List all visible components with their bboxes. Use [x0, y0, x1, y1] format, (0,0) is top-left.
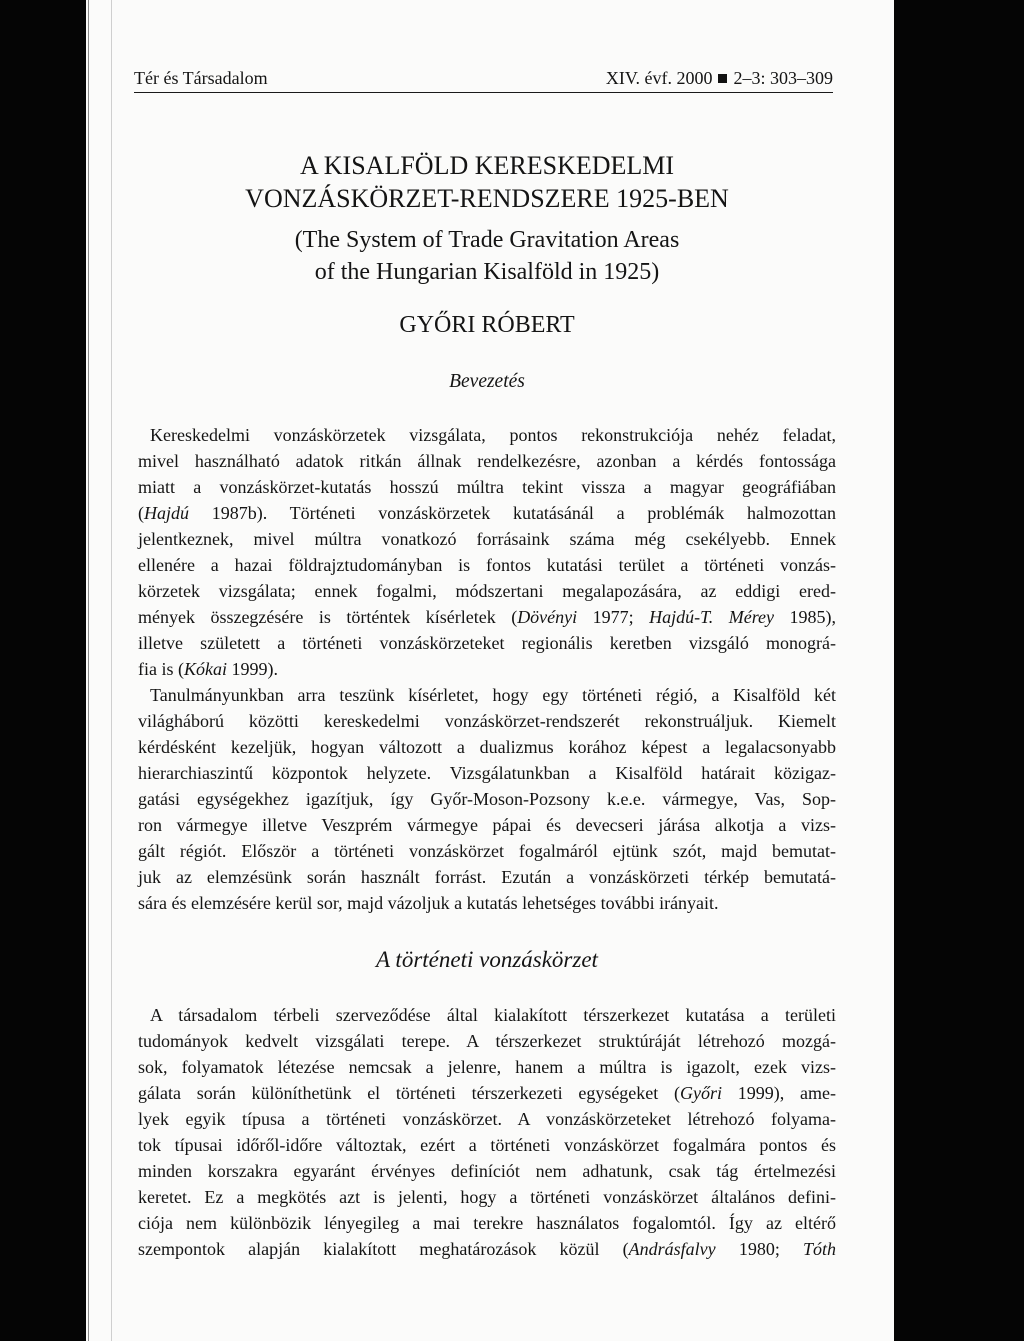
text-line: sára és elemzésére kerül sor, majd vázoljuk a kutatás lehetséges további irányait. [138, 893, 719, 913]
citation-author: Dövényi [517, 607, 578, 627]
issue-info [606, 64, 833, 92]
text-line: gált régiót. Először a történeti vonzáskörzet fogalmáról ejtünk szót, majd bemutat- [138, 841, 836, 861]
page-range: 2–3: 303–309 [733, 68, 833, 88]
citation-author: Hajdú-T. Mérey [649, 607, 775, 627]
square-bullet-icon [718, 74, 727, 83]
paragraph [138, 1002, 836, 1262]
text-line: Tanulmányunkban arra teszünk kísérletet, hogy egy történeti régió, a Kisalföld két [150, 685, 836, 705]
text-line: világháború közötti kereskedelmi vonzáskörzet-rendszerét rekonstruáljuk. Kiemelt [138, 711, 836, 731]
paragraph [138, 422, 836, 682]
text-line: mivel használható adatok ritkán állnak rendelkezésre, azonban a kérdés fontossága [138, 451, 836, 471]
section-heading-introduction: Bevezetés [449, 371, 525, 392]
running-head [134, 64, 833, 93]
text-line: mények összegzésére is történtek kísérletek (Dövényi 1977; Hajdú-T. Mérey 1985), [138, 607, 836, 627]
citation-author: Andrásfalvy [628, 1239, 716, 1259]
text-line: hierarchiaszintű központok helyzete. Vizsgálatunkban a Kisalföld határait közigaz- [138, 763, 836, 783]
text-line: szempontok alapján kialakított meghatározások közül (Andrásfalvy 1980; Tóth [138, 1239, 836, 1259]
article-subtitle-line-1: (The System of Trade Gravitation Areas [294, 227, 680, 253]
scan-edge [111, 0, 112, 1341]
text-line: ciója nem különbözik lényegileg a mai terekre használatos fogalomtól. Így az eltérő [138, 1213, 836, 1233]
text-line: ellenére a hazai földrajztudományban is fontos kutatási terület a történeti vonzás- [138, 555, 836, 575]
journal-name: Tér és Társadalom [134, 68, 268, 88]
section-heading-historical-catchment: A történeti vonzáskörzet [376, 947, 598, 972]
text-line: Kereskedelmi vonzáskörzetek vizsgálata, pontos rekonstrukciója nehéz feladat, [150, 425, 836, 445]
text-line: keretet. Ez a megkötés azt is jelenti, hogy a történeti vonzáskörzet általános defini- [138, 1187, 836, 1207]
section-body-introduction [138, 422, 836, 916]
paragraph [138, 682, 836, 916]
scan-edge [88, 0, 89, 1341]
citation-author: Győri [680, 1083, 723, 1103]
section-body-historical-catchment [138, 1002, 836, 1262]
text-line: ron vármegye illetve Veszprém vármegye pápai és devecseri járása alkotja a vizs- [138, 815, 836, 835]
text-line: illetve született a történeti vonzáskörzeteket regionális keretben vizsgáló monográ- [138, 633, 836, 653]
text-line: (Hajdú 1987b). Történeti vonzáskörzetek kutatásánál a problémák halmozottan [138, 503, 836, 523]
text-line: tok típusai időről-időre változtak, ezért a történeti vonzáskörzet fogalmára pontos és [138, 1135, 836, 1155]
text-line: lyek egyik típusa a történeti vonzáskörzet. A vonzáskörzeteket létrehozó folyama- [138, 1109, 836, 1129]
text-line: sok, folyamatok létezése nemcsak a jelenre, hanem a múltra is igazolt, ezek vizs- [138, 1057, 836, 1077]
text-line: gálata során különíthetünk el történeti térszerkezeti egységeket (Győri 1999), ame- [138, 1083, 837, 1103]
text-line: juk az elemzésünk során használt forrást. Ezután a vonzáskörzeti térkép bemutatá- [138, 867, 836, 887]
text-line: gatási egységekhez igazítjuk, így Győr-Moson-Pozsony k.e.e. vármegye, Vas, Sop- [138, 789, 836, 809]
text-line: körzetek vizsgálata; ennek fogalmi, módszertani megalapozására, az eddigi ered- [138, 581, 836, 601]
text-line: jelentkeznek, mivel múltra vonatkozó forrásaink száma még csekélyebb. Ennek [138, 529, 836, 549]
author-name: GYŐRI RÓBERT [399, 312, 575, 338]
text-line: minden korszakra egyaránt érvényes definíciót nem adhatunk, csak tág értelmezési [138, 1161, 836, 1181]
text-line: tudományok kedvelt vizsgálati terepe. A térszerkezet struktúráját létrehozó mozgá- [138, 1031, 836, 1051]
article-subtitle-line-2: of the Hungarian Kisalföld in 1925) [314, 259, 660, 285]
citation-author: Hajdú [144, 503, 189, 523]
volume-year: XIV. évf. 2000 [605, 68, 713, 88]
text-line: miatt a vonzáskörzet-kutatás hosszú múltra tekint vissza a magyar geográfiában [138, 477, 836, 497]
text-line: kérdésként kezeljük, hogyan változott a dualizmus korához képest a legalacsonyabb [138, 737, 836, 757]
article-title-line-2: VONZÁSKÖRZET-RENDSZERE 1925-BEN [245, 184, 729, 213]
citation-author: Kókai [183, 659, 227, 679]
text-line: A társadalom térbeli szerveződése által kialakított térszerkezet kutatása a területi [150, 1005, 836, 1025]
article-title-line-1: A KISALFÖLD KERESKEDELMI [299, 151, 675, 180]
citation-author: Tóth [802, 1239, 836, 1259]
text-line: fia is (Kókai 1999). [138, 659, 278, 679]
